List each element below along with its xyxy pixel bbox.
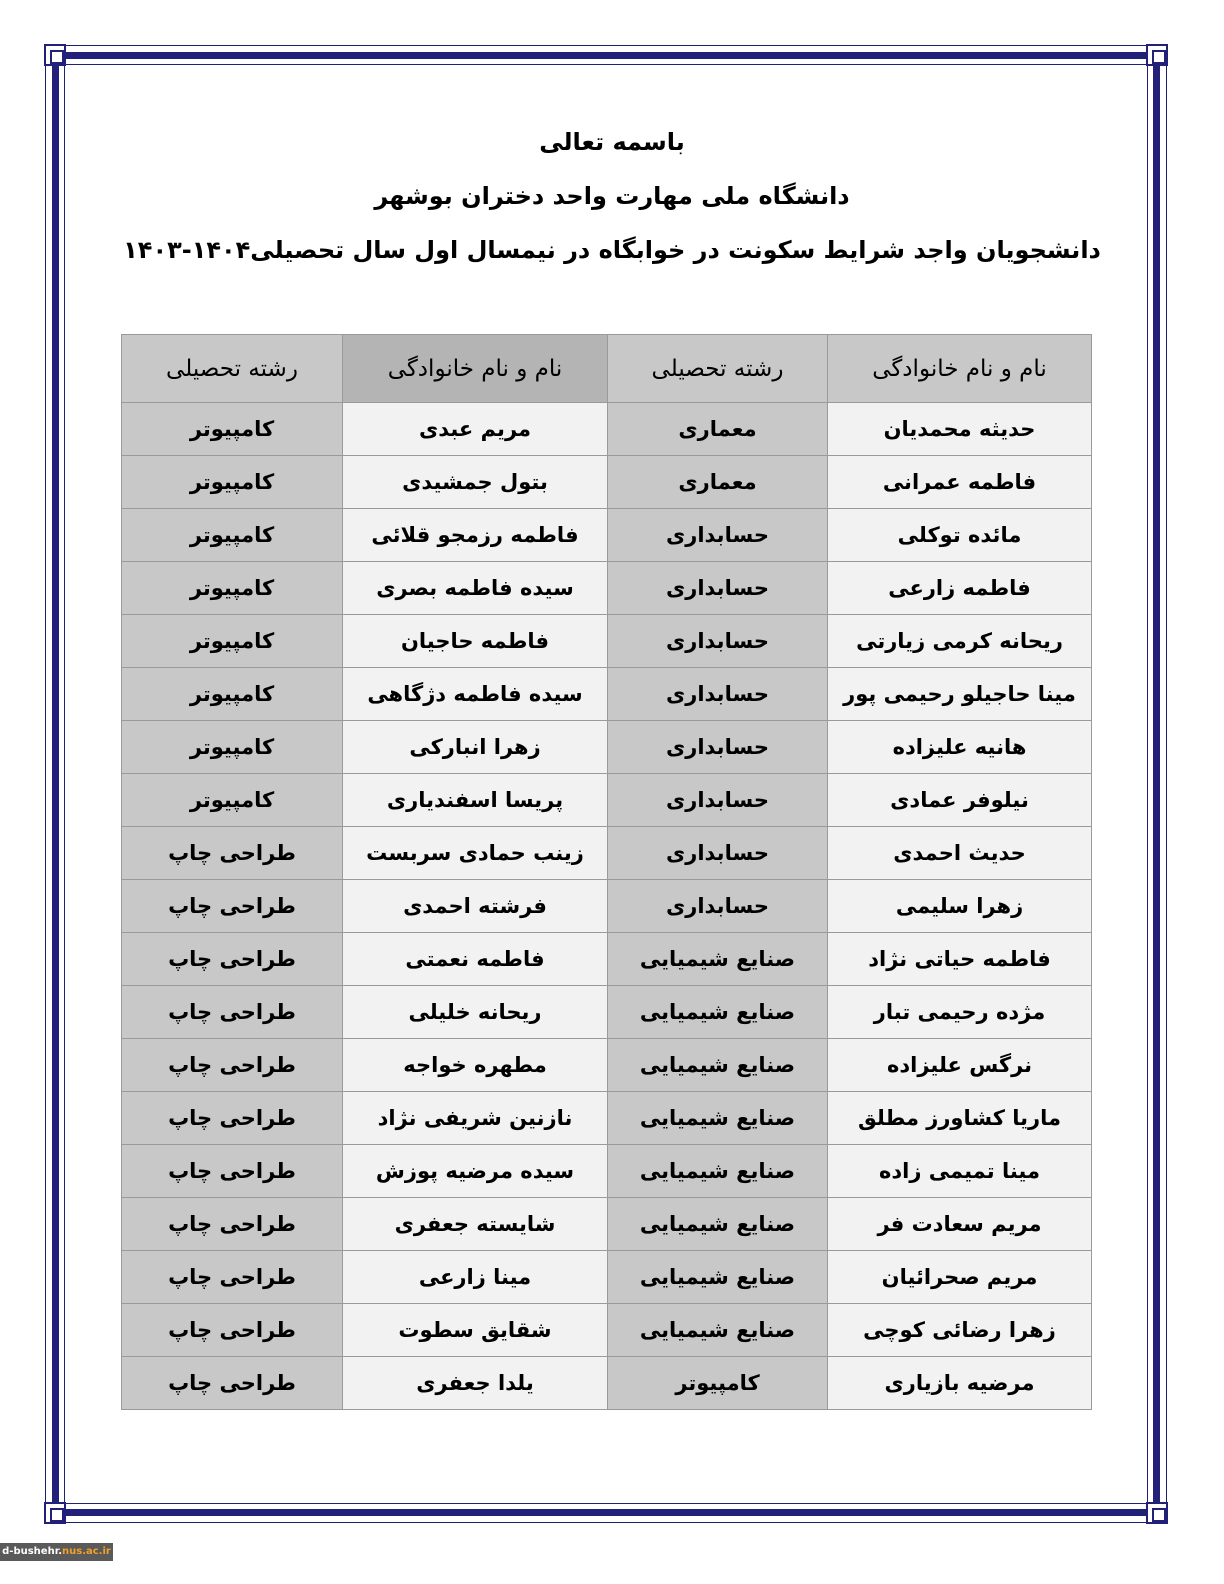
students-table-container — [121, 334, 1092, 1410]
student-major-cell: کامپیوتر — [122, 456, 343, 509]
student-name-cell: مریم عبدی — [343, 403, 608, 456]
table-row — [122, 456, 1092, 509]
student-name-cell: سیده مرضیه پوزش — [343, 1145, 608, 1198]
student-major-cell: طراحی چاپ — [122, 827, 343, 880]
table-row — [122, 1039, 1092, 1092]
table-row — [122, 1304, 1092, 1357]
student-major-cell: طراحی چاپ — [122, 1092, 343, 1145]
student-major-cell: طراحی چاپ — [122, 1198, 343, 1251]
student-name-cell: زهرا انبارکی — [343, 721, 608, 774]
column-header-name: نام و نام خانوادگی — [828, 335, 1092, 403]
student-name-cell: مطهره خواجه — [343, 1039, 608, 1092]
table-row — [122, 774, 1092, 827]
student-major-cell: حسابداری — [608, 721, 828, 774]
student-major-cell: طراحی چاپ — [122, 986, 343, 1039]
student-name-cell: نازنین شریفی نژاد — [343, 1092, 608, 1145]
student-major-cell: حسابداری — [608, 509, 828, 562]
student-major-cell: کامپیوتر — [122, 668, 343, 721]
student-major-cell: طراحی چاپ — [122, 1304, 343, 1357]
student-major-cell: صنایع شیمیایی — [608, 933, 828, 986]
student-major-cell: کامپیوتر — [608, 1357, 828, 1410]
frame-corner-ornament — [44, 44, 66, 66]
student-major-cell: حسابداری — [608, 774, 828, 827]
student-name-cell: هانیه علیزاده — [828, 721, 1092, 774]
student-major-cell: صنایع شیمیایی — [608, 1039, 828, 1092]
student-name-cell: فاطمه نعمتی — [343, 933, 608, 986]
student-name-cell: زهرا سلیمی — [828, 880, 1092, 933]
table-row — [122, 933, 1092, 986]
student-major-cell: صنایع شیمیایی — [608, 986, 828, 1039]
frame-corner-ornament — [44, 1502, 66, 1524]
column-header-name: نام و نام خانوادگی — [343, 335, 608, 403]
student-name-cell: مینا زارعی — [343, 1251, 608, 1304]
student-major-cell: کامپیوتر — [122, 403, 343, 456]
student-name-cell: فاطمه حاجیان — [343, 615, 608, 668]
student-major-cell: کامپیوتر — [122, 721, 343, 774]
student-name-cell: حدیث احمدی — [828, 827, 1092, 880]
student-name-cell: سیده فاطمه دژگاهی — [343, 668, 608, 721]
student-name-cell: مینا حاجیلو رحیمی پور — [828, 668, 1092, 721]
table-row — [122, 1251, 1092, 1304]
table-header-row — [122, 335, 1092, 403]
column-header-major: رشته تحصیلی — [122, 335, 343, 403]
table-row — [122, 562, 1092, 615]
student-name-cell: فرشته احمدی — [343, 880, 608, 933]
column-header-major: رشته تحصیلی — [608, 335, 828, 403]
student-name-cell: نیلوفر عمادی — [828, 774, 1092, 827]
frame-corner-ornament — [1146, 1502, 1168, 1524]
invocation-line: باسمه تعالی — [539, 128, 685, 156]
student-major-cell: طراحی چاپ — [122, 933, 343, 986]
student-name-cell: فاطمه رزمجو قلائی — [343, 509, 608, 562]
student-major-cell: معماری — [608, 403, 828, 456]
student-major-cell: کامپیوتر — [122, 562, 343, 615]
watermark-prefix: d-bushehr. — [2, 1546, 63, 1557]
dormitory-students-table — [121, 334, 1092, 1410]
student-name-cell: مریم صحرائیان — [828, 1251, 1092, 1304]
table-row — [122, 880, 1092, 933]
student-name-cell: مرضیه بازیاری — [828, 1357, 1092, 1410]
student-name-cell: زهرا رضائی کوچی — [828, 1304, 1092, 1357]
student-name-cell: فاطمه زارعی — [828, 562, 1092, 615]
table-row — [122, 668, 1092, 721]
student-major-cell: طراحی چاپ — [122, 1145, 343, 1198]
student-name-cell: نرگس علیزاده — [828, 1039, 1092, 1092]
table-row — [122, 1092, 1092, 1145]
student-major-cell: حسابداری — [608, 615, 828, 668]
student-major-cell: طراحی چاپ — [122, 1357, 343, 1410]
table-row — [122, 827, 1092, 880]
student-major-cell: حسابداری — [608, 668, 828, 721]
table-body — [122, 403, 1092, 1410]
student-name-cell: مائده توکلی — [828, 509, 1092, 562]
student-major-cell: حسابداری — [608, 562, 828, 615]
student-major-cell: طراحی چاپ — [122, 1039, 343, 1092]
watermark-domain: nus.ac.ir — [62, 1546, 111, 1557]
source-watermark — [0, 1543, 113, 1561]
student-name-cell: ریحانه کرمی زیارتی — [828, 615, 1092, 668]
student-major-cell: صنایع شیمیایی — [608, 1198, 828, 1251]
student-name-cell: مینا تمیمی زاده — [828, 1145, 1092, 1198]
student-major-cell: حسابداری — [608, 880, 828, 933]
frame-corner-ornament — [1146, 44, 1168, 66]
student-major-cell: طراحی چاپ — [122, 880, 343, 933]
table-row — [122, 986, 1092, 1039]
student-major-cell: طراحی چاپ — [122, 1251, 343, 1304]
student-name-cell: مژده رحیمی تبار — [828, 986, 1092, 1039]
student-name-cell: فاطمه حیاتی نژاد — [828, 933, 1092, 986]
student-name-cell: بتول جمشیدی — [343, 456, 608, 509]
table-row — [122, 615, 1092, 668]
student-name-cell: پریسا اسفندیاری — [343, 774, 608, 827]
student-major-cell: حسابداری — [608, 827, 828, 880]
student-name-cell: زینب حمادی سربست — [343, 827, 608, 880]
university-name: دانشگاه ملی مهارت واحد دختران بوشهر — [374, 182, 850, 210]
student-name-cell: فاطمه عمرانی — [828, 456, 1092, 509]
document-title: دانشجویان واجد شرایط سکونت در خوابگاه در نیمسال اول سال تحصیلی۱۴۰۴-۱۴۰۳ — [123, 236, 1101, 264]
table-row — [122, 403, 1092, 456]
student-major-cell: کامپیوتر — [122, 509, 343, 562]
student-major-cell: صنایع شیمیایی — [608, 1251, 828, 1304]
student-name-cell: سیده فاطمه بصری — [343, 562, 608, 615]
student-name-cell: مریم سعادت فر — [828, 1198, 1092, 1251]
student-name-cell: ماریا کشاورز مطلق — [828, 1092, 1092, 1145]
table-row — [122, 509, 1092, 562]
student-name-cell: ریحانه خلیلی — [343, 986, 608, 1039]
student-name-cell: یلدا جعفری — [343, 1357, 608, 1410]
student-major-cell: صنایع شیمیایی — [608, 1145, 828, 1198]
student-major-cell: صنایع شیمیایی — [608, 1092, 828, 1145]
table-row — [122, 1357, 1092, 1410]
student-name-cell: شایسته جعفری — [343, 1198, 608, 1251]
student-name-cell: حدیثه محمدیان — [828, 403, 1092, 456]
student-major-cell: معماری — [608, 456, 828, 509]
student-major-cell: کامپیوتر — [122, 774, 343, 827]
table-row — [122, 1145, 1092, 1198]
table-row — [122, 1198, 1092, 1251]
student-major-cell: کامپیوتر — [122, 615, 343, 668]
student-name-cell: شقایق سطوت — [343, 1304, 608, 1357]
table-row — [122, 721, 1092, 774]
student-major-cell: صنایع شیمیایی — [608, 1304, 828, 1357]
